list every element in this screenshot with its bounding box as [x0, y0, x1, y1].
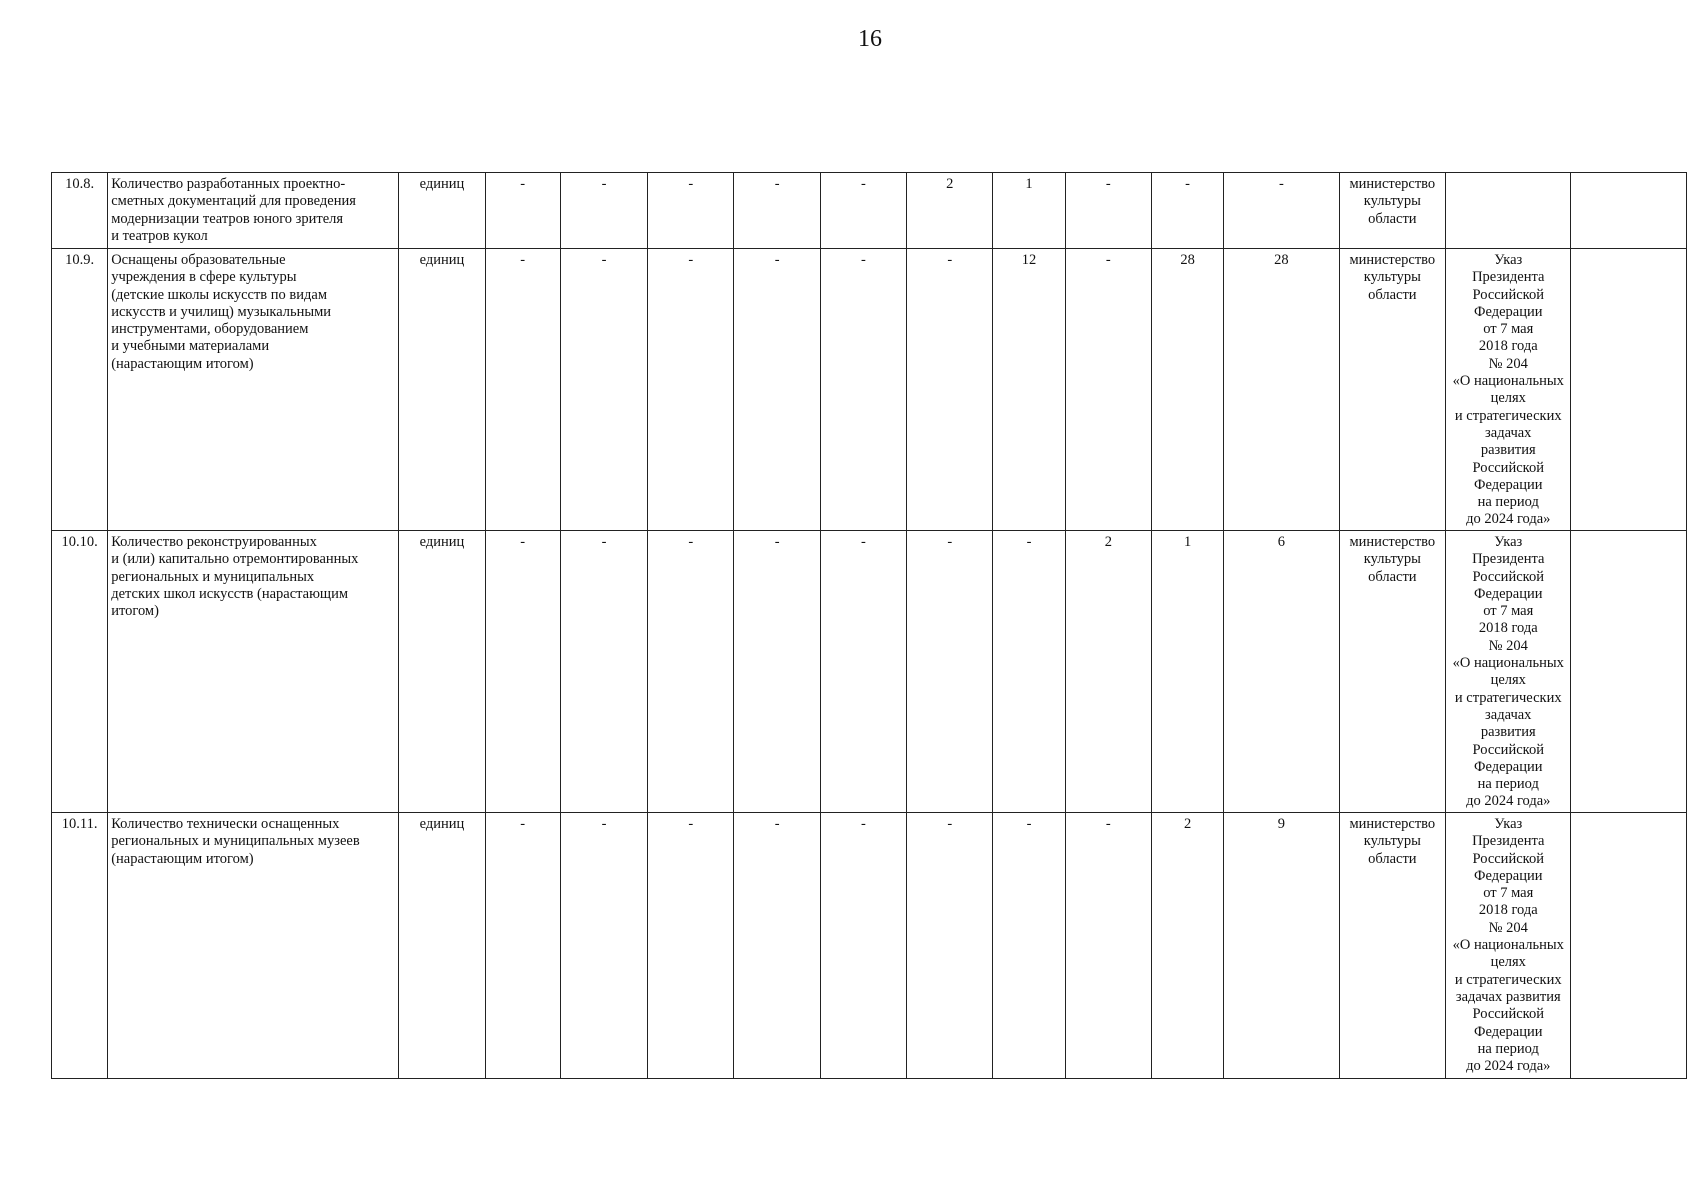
table-row: [52, 249, 1687, 531]
value-cell: -: [1065, 249, 1151, 531]
value-cell: 28: [1224, 249, 1339, 531]
indicator-name: [108, 173, 399, 249]
legal-basis-line: Президента: [1472, 551, 1545, 568]
indicator-name-line: и учебными материалами: [111, 338, 270, 355]
legal-basis-line: и стратегических: [1454, 689, 1562, 706]
indicator-name-line: искусств и училищ) музыкальными: [111, 303, 332, 320]
indicator-name-line: региональных и муниципальных: [111, 568, 315, 585]
responsible-body-line: культуры: [1363, 193, 1421, 210]
legal-basis-line: «О национальных: [1452, 373, 1564, 390]
indicator-name-line: (нарастающим итогом): [111, 850, 254, 867]
page-number: 16: [858, 26, 882, 52]
legal-basis-line: развития: [1480, 442, 1536, 459]
value-cell: -: [485, 813, 560, 1079]
legal-basis-line: до 2024 года»: [1466, 1058, 1551, 1075]
notes-cell: [1571, 813, 1687, 1079]
value-cell: -: [734, 173, 820, 249]
indicator-name-line: и (или) капитально отремонтированных: [111, 551, 359, 568]
legal-basis: [1446, 813, 1571, 1079]
legal-basis-line: от 7 мая: [1483, 321, 1534, 338]
value-cell: -: [1151, 173, 1223, 249]
value-cell: 1: [1151, 531, 1223, 813]
value-cell: -: [820, 173, 906, 249]
legal-basis-line: «О национальных: [1452, 937, 1564, 954]
indicator-name-line: сметных документаций для проведения: [111, 193, 356, 210]
indicator-name-line: (нарастающим итогом): [111, 355, 254, 372]
value-cell: 2: [907, 173, 993, 249]
legal-basis-line: задачах: [1485, 706, 1532, 723]
table-body: [52, 173, 1687, 1079]
legal-basis-line: Указ: [1494, 816, 1523, 832]
row-number: 10.9.: [52, 249, 108, 531]
legal-basis-line: на период: [1477, 494, 1539, 511]
legal-basis-line: целях: [1490, 954, 1526, 971]
value-cell: -: [560, 531, 647, 813]
value-cell: 12: [993, 249, 1065, 531]
legal-basis-line: Российской: [1472, 850, 1544, 867]
responsible-body-line: министерство: [1349, 252, 1436, 268]
unit-of-measure: единиц: [399, 531, 485, 813]
value-cell: -: [993, 813, 1065, 1079]
responsible-body-line: министерство: [1349, 534, 1436, 550]
legal-basis-line: 2018 года: [1478, 902, 1538, 919]
legal-basis-line: на период: [1477, 1040, 1539, 1057]
notes-cell: [1571, 531, 1687, 813]
unit-of-measure: единиц: [399, 249, 485, 531]
responsible-body-line: культуры: [1363, 551, 1421, 568]
indicator-name: [108, 813, 399, 1079]
row-number: 10.10.: [52, 531, 108, 813]
legal-basis-line: 2018 года: [1478, 620, 1538, 637]
responsible-body: [1339, 249, 1445, 531]
responsible-body-line: культуры: [1363, 833, 1421, 850]
value-cell: -: [820, 813, 906, 1079]
row-number: 10.8.: [52, 173, 108, 249]
legal-basis: [1446, 173, 1571, 249]
legal-basis-line: от 7 мая: [1483, 603, 1534, 620]
row-number: 10.11.: [52, 813, 108, 1079]
value-cell: -: [734, 813, 820, 1079]
value-cell: 28: [1151, 249, 1223, 531]
table-row: [52, 813, 1687, 1079]
value-cell: -: [648, 173, 734, 249]
value-cell: -: [1065, 173, 1151, 249]
indicator-name-line: Оснащены образовательные: [111, 252, 286, 268]
responsible-body: [1339, 813, 1445, 1079]
value-cell: 6: [1224, 531, 1339, 813]
indicator-name-line: Количество технически оснащенных: [111, 816, 340, 832]
legal-basis-line: Указ: [1494, 252, 1523, 268]
legal-basis: [1446, 531, 1571, 813]
legal-basis-line: Федерации: [1474, 476, 1543, 493]
value-cell: -: [485, 173, 560, 249]
unit-of-measure: единиц: [399, 813, 485, 1079]
responsible-body: [1339, 173, 1445, 249]
legal-basis-line: задачах: [1485, 424, 1532, 441]
responsible-body-line: области: [1368, 850, 1417, 867]
legal-basis-line: Российской: [1472, 1006, 1544, 1023]
indicator-name-line: модернизации театров юного зрителя: [111, 210, 344, 227]
table-row: [52, 173, 1687, 249]
notes-cell: [1571, 173, 1687, 249]
notes-cell: [1571, 249, 1687, 531]
indicators-table: [51, 172, 1687, 1079]
value-cell: -: [820, 249, 906, 531]
indicator-name-line: учреждения в сфере культуры: [111, 269, 297, 286]
legal-basis-line: № 204: [1488, 637, 1528, 654]
value-cell: 2: [1151, 813, 1223, 1079]
legal-basis-line: и стратегических: [1454, 407, 1562, 424]
legal-basis-line: целях: [1490, 390, 1526, 407]
responsible-body-line: министерство: [1349, 176, 1436, 192]
table-row: [52, 531, 1687, 813]
value-cell: -: [485, 531, 560, 813]
value-cell: -: [560, 813, 647, 1079]
legal-basis-line: «О национальных: [1452, 655, 1564, 672]
legal-basis-line: до 2024 года»: [1466, 793, 1551, 810]
legal-basis-line: и стратегических: [1454, 971, 1562, 988]
legal-basis-line: Федерации: [1474, 303, 1543, 320]
legal-basis-line: Российской: [1472, 286, 1544, 303]
responsible-body-line: области: [1368, 210, 1417, 227]
value-cell: -: [560, 173, 647, 249]
value-cell: 9: [1224, 813, 1339, 1079]
legal-basis-line: задачах развития: [1455, 988, 1561, 1005]
value-cell: -: [648, 813, 734, 1079]
legal-basis-line: 2018 года: [1478, 338, 1538, 355]
indicator-name-line: (детские школы искусств по видам: [111, 286, 327, 303]
legal-basis-line: Президента: [1472, 833, 1545, 850]
responsible-body: [1339, 531, 1445, 813]
value-cell: 2: [1065, 531, 1151, 813]
responsible-body-line: культуры: [1363, 269, 1421, 286]
indicator-name-line: инструментами, оборудованием: [111, 321, 309, 338]
legal-basis-line: Российской: [1472, 741, 1544, 758]
responsible-body-line: министерство: [1349, 816, 1436, 832]
legal-basis-line: Федерации: [1474, 1023, 1543, 1040]
legal-basis-line: Российской: [1472, 568, 1544, 585]
legal-basis: [1446, 249, 1571, 531]
legal-basis-line: Президента: [1472, 269, 1545, 286]
value-cell: -: [1065, 813, 1151, 1079]
value-cell: -: [560, 249, 647, 531]
legal-basis-line: на период: [1477, 776, 1539, 793]
legal-basis-line: Федерации: [1474, 758, 1543, 775]
value-cell: -: [734, 249, 820, 531]
responsible-body-line: области: [1368, 286, 1417, 303]
legal-basis-line: Федерации: [1474, 585, 1543, 602]
value-cell: -: [907, 813, 993, 1079]
responsible-body-line: области: [1368, 568, 1417, 585]
value-cell: -: [907, 249, 993, 531]
value-cell: -: [907, 531, 993, 813]
indicator-name-line: Количество реконструированных: [111, 534, 317, 550]
indicator-name-line: итогом): [111, 603, 159, 620]
value-cell: -: [993, 531, 1065, 813]
legal-basis-line: развития: [1480, 724, 1536, 741]
indicator-name: [108, 531, 399, 813]
legal-basis-line: № 204: [1488, 355, 1528, 372]
legal-basis-line: Российской: [1472, 459, 1544, 476]
legal-basis-line: до 2024 года»: [1466, 511, 1551, 528]
value-cell: -: [485, 249, 560, 531]
unit-of-measure: единиц: [399, 173, 485, 249]
indicator-name-line: детских школ искусств (нарастающим: [111, 585, 349, 602]
indicator-name-line: и театров кукол: [111, 227, 208, 244]
legal-basis-line: Федерации: [1474, 867, 1543, 884]
legal-basis-line: № 204: [1488, 919, 1528, 936]
legal-basis-line: от 7 мая: [1483, 885, 1534, 902]
value-cell: -: [648, 531, 734, 813]
indicator-name-line: региональных и муниципальных музеев: [111, 833, 360, 850]
value-cell: -: [648, 249, 734, 531]
value-cell: -: [820, 531, 906, 813]
value-cell: -: [734, 531, 820, 813]
legal-basis-line: Указ: [1494, 534, 1523, 550]
legal-basis-line: целях: [1490, 672, 1526, 689]
indicator-name: [108, 249, 399, 531]
indicator-name-line: Количество разработанных проектно-: [111, 176, 346, 192]
value-cell: -: [1224, 173, 1339, 249]
value-cell: 1: [993, 173, 1065, 249]
